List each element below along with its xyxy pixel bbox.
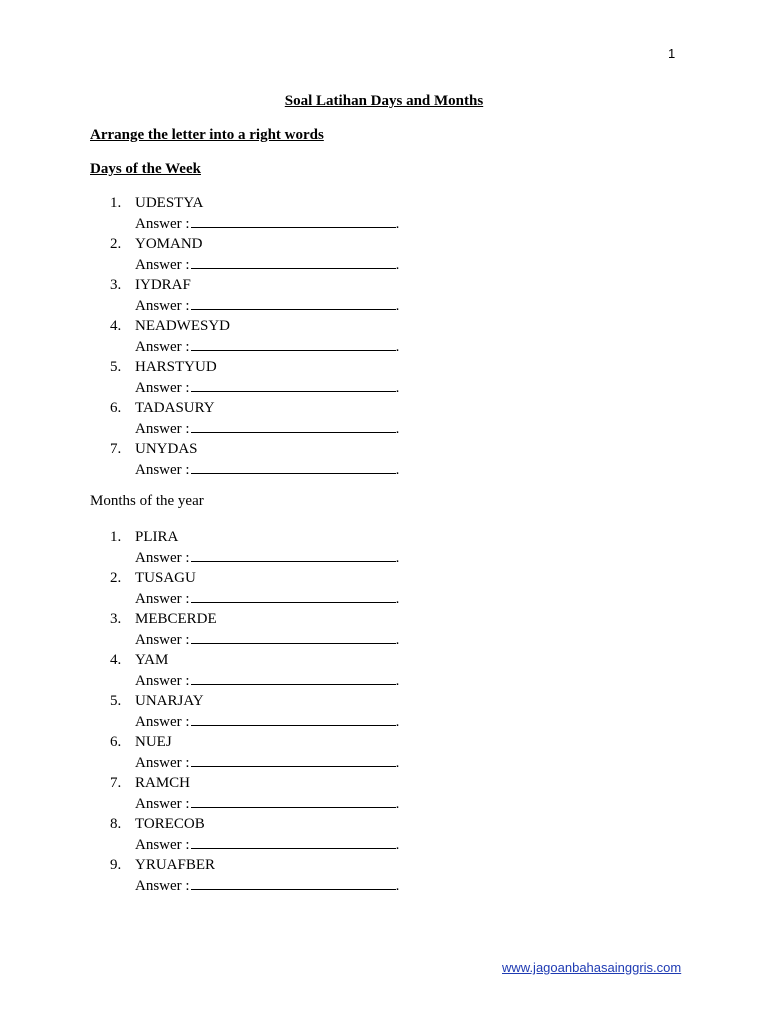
answer-blank[interactable]: [191, 835, 396, 849]
list-item: [90, 568, 490, 609]
item-number: 1.: [110, 195, 122, 211]
item-number: 7.: [110, 441, 122, 457]
list-item: [90, 691, 490, 732]
answer-line: [135, 296, 399, 316]
answer-blank[interactable]: [191, 589, 396, 603]
footer-website-link[interactable]: www.jagoanbahasainggris.com: [502, 960, 682, 975]
answer-blank[interactable]: [191, 671, 396, 685]
answer-end: .: [395, 837, 400, 853]
answer-label: Answer :: [135, 837, 190, 853]
scrambled-word: TORECOB: [135, 816, 205, 832]
scrambled-word: TUSAGU: [135, 570, 196, 586]
item-number: 6.: [110, 734, 122, 750]
list-item: [90, 316, 490, 357]
answer-line: [135, 214, 399, 234]
scrambled-word: TADASURY: [135, 400, 215, 416]
answer-label: Answer :: [135, 380, 190, 396]
answer-blank[interactable]: [191, 548, 396, 562]
list-item: [90, 193, 490, 234]
months-heading: Months of the year: [90, 493, 204, 509]
item-number: 3.: [110, 611, 122, 627]
scrambled-word: YOMAND: [135, 236, 203, 252]
answer-blank[interactable]: [191, 876, 396, 890]
item-number: 2.: [110, 236, 122, 252]
answer-label: Answer :: [135, 632, 190, 648]
answer-end: .: [395, 257, 400, 273]
answer-line: [135, 460, 399, 480]
item-number: 4.: [110, 652, 122, 668]
answer-label: Answer :: [135, 673, 190, 689]
page-title: [0, 93, 768, 110]
answer-label: Answer :: [135, 216, 190, 232]
answer-line: [135, 794, 399, 814]
list-item: [90, 527, 490, 568]
answer-label: Answer :: [135, 257, 190, 273]
answer-label: Answer :: [135, 591, 190, 607]
answer-blank[interactable]: [191, 419, 396, 433]
item-number: 3.: [110, 277, 122, 293]
list-item: [90, 814, 490, 855]
scrambled-word: NUEJ: [135, 734, 172, 750]
answer-label: Answer :: [135, 550, 190, 566]
answer-end: .: [395, 380, 400, 396]
answer-line: [135, 671, 399, 691]
answer-label: Answer :: [135, 298, 190, 314]
answer-label: Answer :: [135, 878, 190, 894]
answer-blank[interactable]: [191, 255, 396, 269]
answer-line: [135, 835, 399, 855]
scrambled-word: YAM: [135, 652, 169, 668]
scrambled-word: HARSTYUD: [135, 359, 217, 375]
answer-label: Answer :: [135, 462, 190, 478]
scrambled-word: NEADWESYD: [135, 318, 230, 334]
scrambled-word: UNYDAS: [135, 441, 198, 457]
months-list: [90, 527, 490, 896]
answer-line: [135, 337, 399, 357]
list-item: [90, 398, 490, 439]
scrambled-word: PLIRA: [135, 529, 179, 545]
answer-end: .: [395, 714, 400, 730]
answer-line: [135, 712, 399, 732]
answer-blank[interactable]: [191, 214, 396, 228]
answer-end: .: [395, 550, 400, 566]
item-number: 6.: [110, 400, 122, 416]
days-heading: [90, 161, 201, 178]
answer-label: Answer :: [135, 421, 190, 437]
answer-line: [135, 630, 399, 650]
answer-end: .: [395, 216, 400, 232]
answer-end: .: [395, 632, 400, 648]
answer-end: .: [395, 673, 400, 689]
answer-line: [135, 419, 399, 439]
answer-end: .: [395, 878, 400, 894]
answer-label: Answer :: [135, 796, 190, 812]
answer-blank[interactable]: [191, 296, 396, 310]
days-heading-text: Days of the Week: [90, 161, 201, 177]
list-item: [90, 609, 490, 650]
list-item: [90, 650, 490, 691]
answer-line: [135, 255, 399, 275]
answer-line: [135, 548, 399, 568]
answer-end: .: [395, 421, 400, 437]
item-number: 9.: [110, 857, 122, 873]
scrambled-word: RAMCH: [135, 775, 191, 791]
scrambled-word: YRUAFBER: [135, 857, 216, 873]
answer-end: .: [395, 339, 400, 355]
answer-end: .: [395, 755, 400, 771]
days-list: [90, 193, 490, 480]
answer-line: [135, 589, 399, 609]
answer-line: [135, 378, 399, 398]
scrambled-word: UNARJAY: [135, 693, 204, 709]
answer-line: [135, 876, 399, 896]
answer-blank[interactable]: [191, 712, 396, 726]
instruction-text: Arrange the letter into a right words: [90, 127, 324, 143]
answer-blank[interactable]: [191, 794, 396, 808]
answer-label: Answer :: [135, 339, 190, 355]
answer-blank[interactable]: [191, 630, 396, 644]
answer-end: .: [395, 298, 400, 314]
answer-end: .: [395, 796, 400, 812]
answer-label: Answer :: [135, 714, 190, 730]
item-number: 5.: [110, 359, 122, 375]
scrambled-word: UDESTYA: [135, 195, 204, 211]
list-item: [90, 234, 490, 275]
answer-end: .: [395, 462, 400, 478]
item-number: 4.: [110, 318, 122, 334]
answer-blank[interactable]: [191, 753, 396, 767]
list-item: [90, 439, 490, 480]
page-title-text: Soal Latihan Days and Months: [284, 93, 484, 109]
item-number: 2.: [110, 570, 122, 586]
answer-line: [135, 753, 399, 773]
scrambled-word: IYDRAF: [135, 277, 191, 293]
item-number: 1.: [110, 529, 122, 545]
page-number: 1: [668, 46, 676, 61]
answer-label: Answer :: [135, 755, 190, 771]
scrambled-word: MEBCERDE: [135, 611, 217, 627]
answer-blank[interactable]: [191, 337, 396, 351]
answer-blank[interactable]: [191, 378, 396, 392]
answer-end: .: [395, 591, 400, 607]
list-item: [90, 732, 490, 773]
list-item: [90, 773, 490, 814]
list-item: [90, 357, 490, 398]
item-number: 5.: [110, 693, 122, 709]
list-item: [90, 275, 490, 316]
item-number: 7.: [110, 775, 122, 791]
answer-blank[interactable]: [191, 460, 396, 474]
list-item: [90, 855, 490, 896]
instruction-heading: [90, 127, 324, 144]
item-number: 8.: [110, 816, 122, 832]
